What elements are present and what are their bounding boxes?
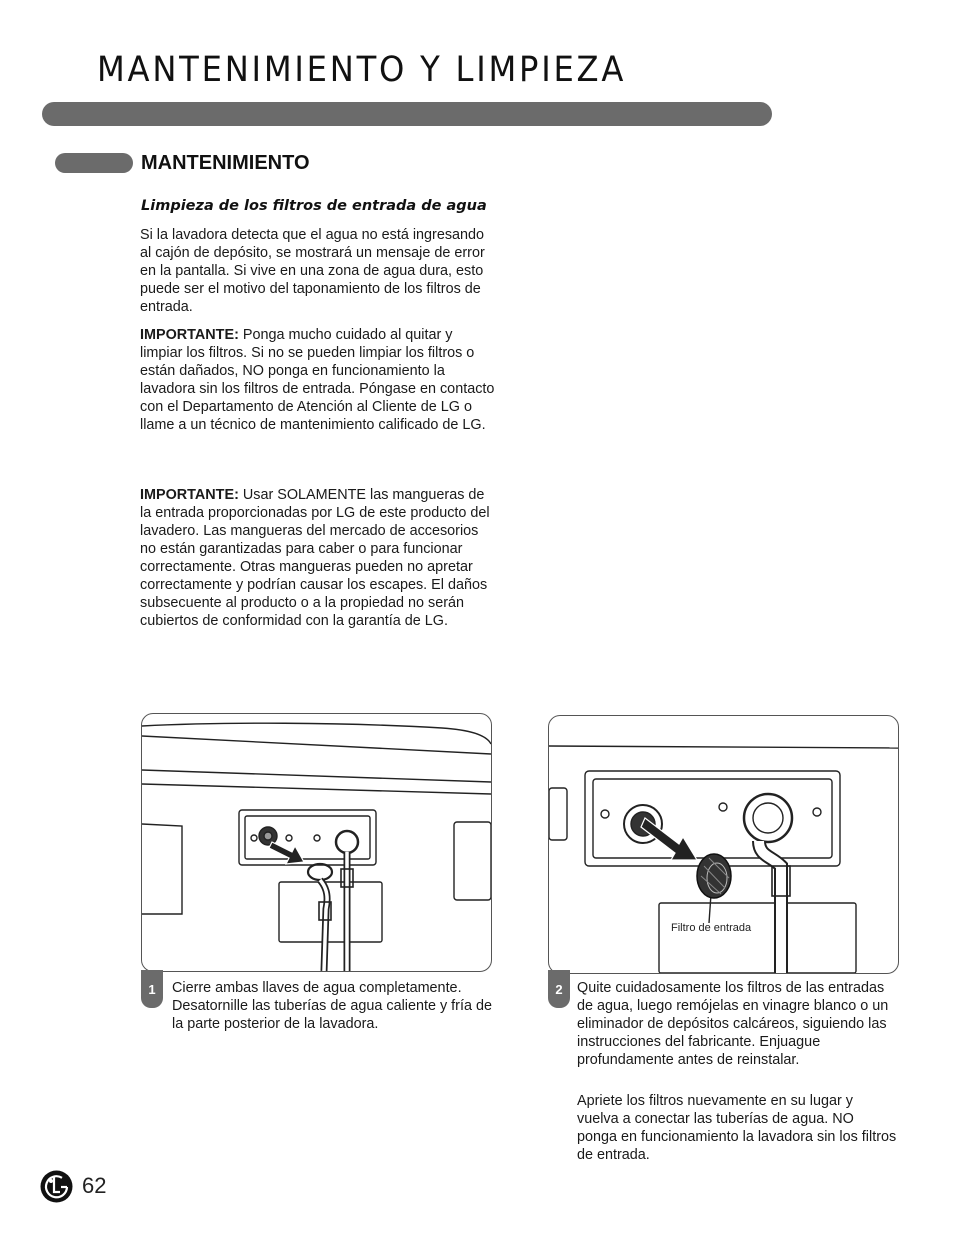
- section-heading: MANTENIMIENTO: [141, 152, 310, 174]
- figure-step-1: [141, 713, 492, 972]
- step-number-badge: 2: [548, 970, 570, 1008]
- sub-heading: Limpieza de los filtros de entrada de agua: [141, 198, 487, 214]
- title-bar: [42, 102, 772, 126]
- step-2-text: Quite cuidadosamente los filtros de las entradas de agua, luego remójelas en vinagre blanco o un eliminador de depósitos calcáreos, siguiendo las instrucciones del fabricante. Enjuague profundamente antes de reinstalar.: [577, 980, 889, 1068]
- section-pill: [55, 153, 133, 173]
- lg-logo-icon: [40, 1170, 73, 1203]
- illustration-remove-filter: [549, 716, 898, 973]
- important-label: IMPORTANTE:: [140, 487, 239, 503]
- paragraph-important-1: [140, 326, 495, 434]
- step-2-text-continued: Apriete los filtros nuevamente en su lugar y vuelva a conectar las tuberías de agua. NO ponga en funcionamiento la lavadora sin los filtros de entrada.: [577, 1093, 897, 1163]
- important-text: Usar SOLAMENTE las mangueras de la entrada proporcionadas por LG de este producto del lavadero. Las mangueras del mercado de accesorios no están garantizadas para caber o para funcionar correctamente. Otras mangueras pueden no apretar correctamente y podrían causar los escapes. El daños subsecuente al producto o a la propiedad no serán cubiertos de conformidad con la garantía de LG.: [140, 487, 490, 629]
- page-number: 62: [82, 1173, 107, 1198]
- figure-step-2: [548, 715, 899, 974]
- page-title: MANTENIMIENTO Y LIMPIEZA: [97, 50, 627, 90]
- step-number-badge: 1: [141, 970, 163, 1008]
- step-1-text: Cierre ambas llaves de agua completamente. Desatornille las tuberías de agua caliente y fría de la parte posterior de la lavadora.: [172, 980, 492, 1032]
- illustration-unscrew-hoses: [142, 714, 491, 971]
- paragraph-important-2: [140, 486, 495, 630]
- important-label: IMPORTANTE:: [140, 327, 239, 343]
- filter-callout-label: Filtro de entrada: [671, 922, 752, 934]
- paragraph-intro: Si la lavadora detecta que el agua no está ingresando al cajón de depósito, se mostrará un mensaje de error en la pantalla. Si vive en una zona de agua dura, esto puede ser el motivo del taponamiento de los filtros de entrada.: [140, 227, 485, 315]
- inlet-filter-icon: [697, 854, 731, 898]
- important-text: Ponga mucho cuidado al quitar y limpiar los filtros. Si no se pueden limpiar los filtros o están dañados, NO ponga en funcionamiento la lavadora sin los filtros de entrada. Póngase en contacto con el Departamento de Atención al Cliente de LG o llame a un técnico de mantenimiento calificado de LG.: [140, 327, 495, 433]
